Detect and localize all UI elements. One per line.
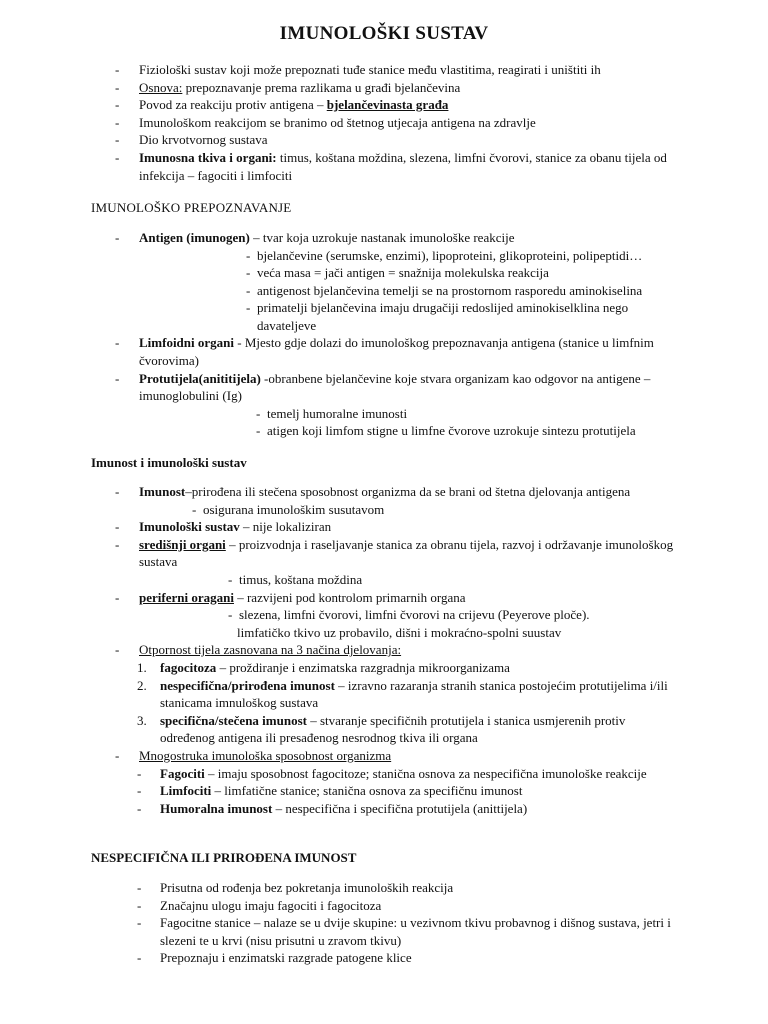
- section-heading-imunost: Imunost i imunološki sustav: [91, 455, 247, 470]
- bullet-dash: -: [137, 880, 142, 895]
- sub-item: - bjelančevine (serumske, enzimi), lipoproteini, glikoproteini, polipeptidi…: [246, 247, 643, 263]
- sub-item: - primatelji bjelančevina imaju drugačiji redoslijed aminokiselklina nego davateljeve: [246, 300, 629, 333]
- list-item-protutijela: - Protutijela(anititijela) -obranbene bjelančevine koje stvara organizam kao odgovor na antigene – imunoglobulini (Ig): [115, 370, 651, 404]
- list-item-imunost: - Imunost–prirođena ili stečena sposobnost organizma da se brani od štetna djelovanja antigena: [115, 484, 631, 499]
- bullet-dash: -: [137, 800, 142, 816]
- list-item-sustav: - Imunološki sustav – nije lokaliziran: [115, 519, 332, 535]
- section-heading-prepoznavanje: IMUNOLOŠKO PREPOZNAVANJE: [91, 200, 292, 215]
- sub-item: - antigenost bjelančevina temelji se na prostornom rasporedu aminokiselina: [246, 282, 643, 298]
- list-item-sredisnji: - središnji organi – proizvodnja i raseljavanje stanica za obranu tijela, razvoj i održavanje imunološkog sustava: [115, 536, 674, 570]
- imunost-list: [0, 483, 768, 817]
- list-item: - Povod za reakciju protiv antigena – bjelančevinasta građa: [115, 97, 449, 113]
- sub-item: - osigurana imunološkim susutavom: [192, 501, 385, 517]
- nespecificna-list: [0, 879, 768, 967]
- list-item: - Dio krvotvornog sustava: [115, 132, 268, 148]
- intro-list: [0, 61, 768, 184]
- bullet-dash: -: [115, 62, 120, 77]
- bullet-dash: -: [137, 950, 142, 966]
- list-item-otpornost: - Otpornost tijela zasnovana na 3 načina djelovanja:: [115, 642, 402, 658]
- list-item: - Fagocitne stanice – nalaze se u dvije skupine: u vezivnom tkivu probavnog i dišnog sustava, jetri i slezeni te u krvi (nisu prisutni u zravom tkivu): [137, 915, 671, 948]
- numbered-item: 1. fagocitoza – proždiranje i enzimatska razgradnja mikroorganizama: [137, 659, 510, 675]
- document-title: IMUNOLOŠKI SUSTAV: [279, 23, 489, 44]
- sub-item: - temelj humoralne imunosti: [256, 405, 408, 421]
- list-item: - Fiziološki sustav koji može prepoznati tuđe stanice među vlastitima, reagirati i uništiti ih: [115, 62, 601, 77]
- sub-item: - veća masa = jači antigen = snažnija molekulska reakcija: [246, 265, 549, 281]
- numbered-item: 3. specifična/stečena imunost – stvaranje specifičnih protutijela i stanica usmjerenih protiv određenog antigena ili presađenog nesrodnog tkiva ili organa: [137, 712, 626, 746]
- list-item: - Prepoznaju i enzimatski razgrade patogene klice: [137, 950, 412, 966]
- bullet-dash: -: [115, 335, 120, 351]
- bullet-dash: -: [115, 97, 120, 113]
- list-item-periferni: - periferni oragani – razvijeni pod kontrolom primarnih organa: [115, 589, 466, 605]
- section-heading-nespecificna: NESPECIFIČNA ILI PRIROĐENA IMUNOST: [91, 850, 357, 865]
- list-item-antigen: - Antigen (imunogen) – tvar koja uzrokuje nastanak imunološke reakcije: [115, 230, 515, 245]
- bullet-dash: -: [137, 897, 142, 913]
- bullet-dash: -: [137, 783, 142, 799]
- bullet-dash: -: [115, 79, 120, 95]
- sub-list-item: - Humoralna imunost – nespecifična i specifična protutijela (anittijela): [137, 800, 528, 816]
- list-item: - Prisutna od rođenja bez pokretanja imunoloških reakcija: [137, 880, 454, 895]
- bullet-dash: -: [115, 519, 120, 535]
- bullet-dash: -: [115, 132, 120, 148]
- list-item-mnogostruka: - Mnogostruka imunološka sposobnost organizma: [115, 747, 392, 763]
- bullet-dash: -: [115, 370, 120, 386]
- sub-item: limfatičko tkivo uz probavilo, dišni i mokraćno-spolni suustav: [237, 624, 562, 640]
- bullet-dash: -: [115, 589, 120, 605]
- bullet-dash: -: [115, 230, 120, 245]
- sub-list-item: - Fagociti – imaju sposobnost fagocitoze; stanična osnova za nespecifična imunološke reakcije: [137, 765, 647, 781]
- bullet-dash: -: [115, 114, 120, 130]
- list-item: - Imunosna tkiva i organi: timus, koštana moždina, slezena, limfni čvorovi, stanice za obanu tijela od infekcija – fagociti i limfociti: [115, 149, 667, 183]
- list-item: - Imunološkom reakcijom se branimo od štetnog utjecaja antigena na zdravlje: [115, 114, 536, 130]
- bullet-dash: -: [115, 747, 120, 763]
- numbered-item: 2. nespecifična/prirođena imunost – izravno razaranja stranih stanica postojećim protutijelima i/ili stanicama imnuloškog sustava: [137, 677, 668, 711]
- bullet-dash: -: [115, 484, 120, 499]
- sub-item: - timus, koštana moždina: [228, 571, 363, 587]
- bullet-dash: -: [115, 536, 120, 552]
- list-item: - Osnova: prepoznavanje prema razlikama u građi bjelančevina: [115, 79, 461, 95]
- sub-item: - slezena, limfni čvorovi, limfni čvorovi na crijevu (Peyerove ploče).: [228, 607, 590, 623]
- sub-item: - atigen koji limfom stigne u limfne čvorove uzrokuje sintezu protutijela: [256, 423, 636, 439]
- list-item: - Značajnu ulogu imaju fagociti i fagocitoza: [137, 897, 382, 913]
- bullet-dash: -: [137, 765, 142, 781]
- bullet-dash: -: [115, 642, 120, 658]
- bullet-dash: -: [115, 149, 120, 165]
- sub-list-item: - Limfociti – limfatične stanice; stanična osnova za specifičnu imunost: [137, 783, 523, 799]
- bullet-dash: -: [137, 915, 142, 931]
- prepoznavanje-list: [0, 229, 768, 440]
- list-item-limfoidni: - Limfoidni organi - Mjesto gdje dolazi do imunološkog prepoznavanja antigena (stanice u limfnim čvorovima): [115, 335, 654, 368]
